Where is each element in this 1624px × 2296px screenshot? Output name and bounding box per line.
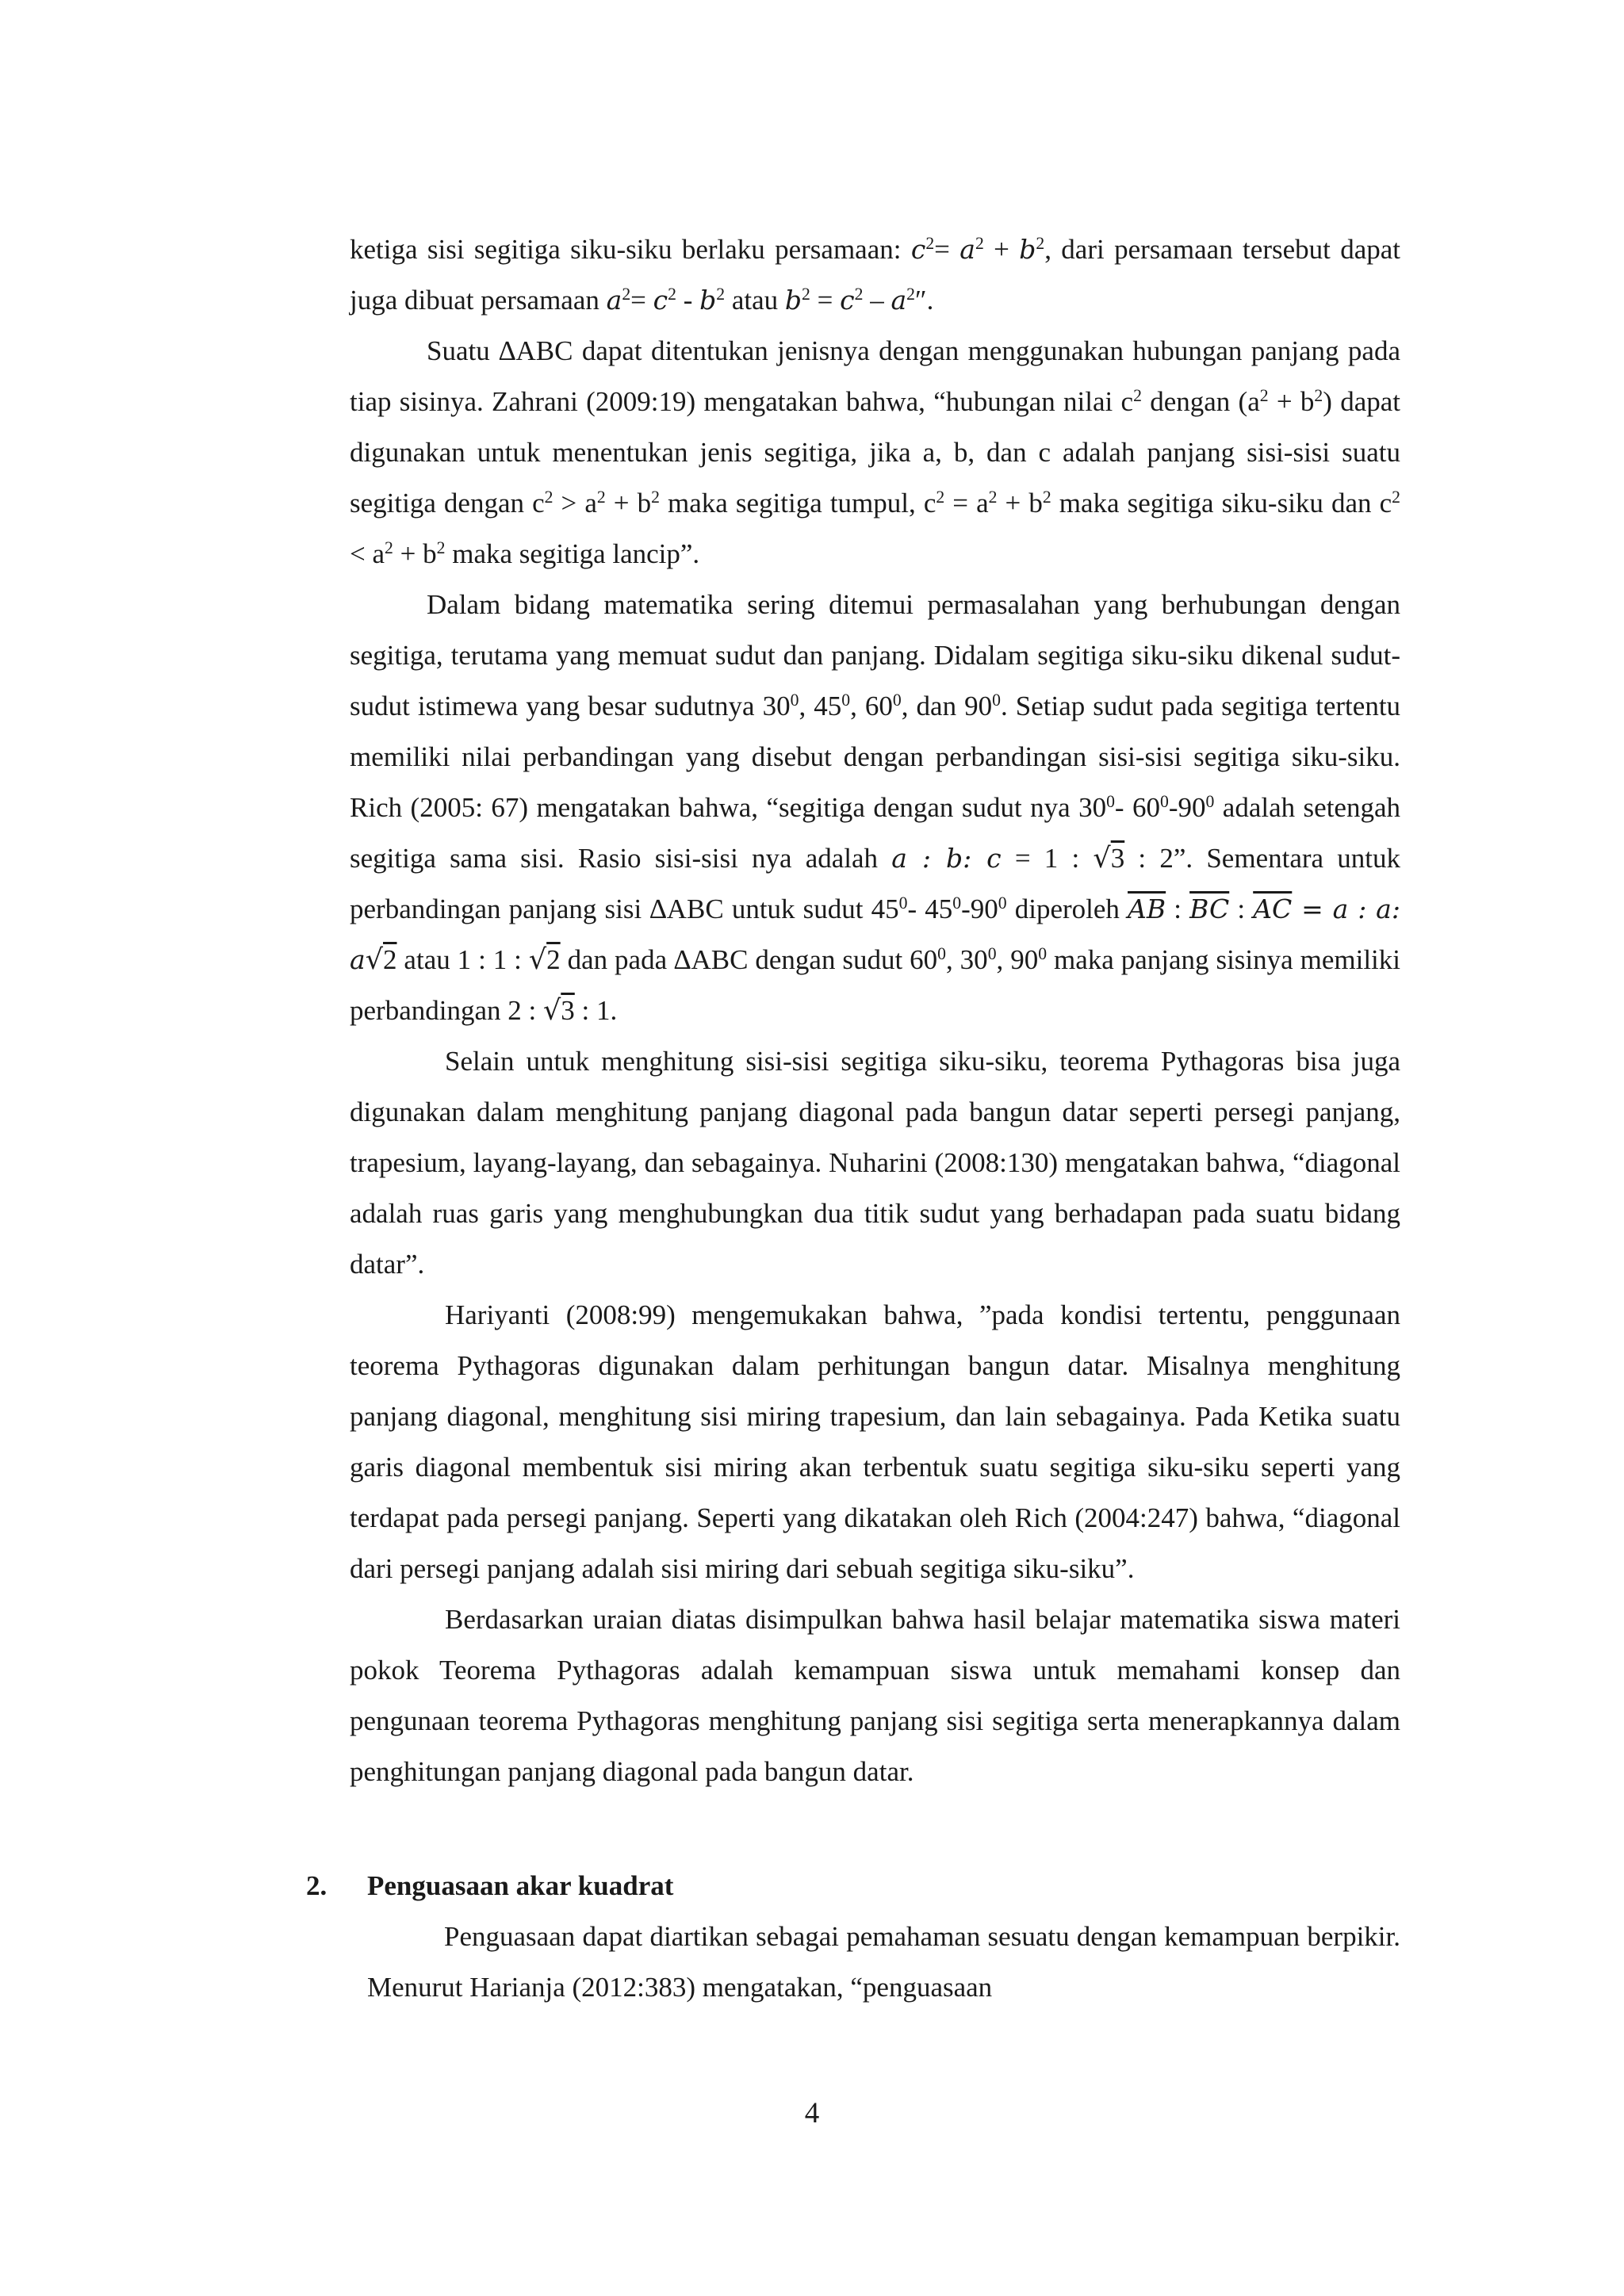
sqrt-argument: 3 xyxy=(1110,843,1125,874)
text-run: + b xyxy=(393,538,437,569)
superscript: 2 xyxy=(975,234,984,254)
text-run: dan pada ∆ABC dengan sudut 60 xyxy=(560,944,938,975)
superscript: 2 xyxy=(596,488,606,507)
superscript: 0 xyxy=(992,691,1001,710)
text-run: ) dapat digunakan untuk menentukan jenis segitiga, jika a, b, dan c adalah panjang sisi-sisi suatu segitiga dengan c xyxy=(350,386,1400,519)
section-2 xyxy=(306,1861,1400,2013)
text-run: Dalam bidang matematika sering ditemui permasalahan yang berhubungan dengan segitiga, terutama yang memuat sudut dan panjang. Didalam segitiga siku-siku dikenal sudut-sudut istimewa yang besar sudutnya 30 xyxy=(350,589,1400,721)
text-run: ″. xyxy=(915,285,934,316)
sqrt-symbol: √ xyxy=(542,995,561,1027)
section-number: 2. xyxy=(306,1870,327,1901)
segment-bc: $\overline{BC}$ xyxy=(1189,894,1230,924)
superscript: 2 xyxy=(1036,234,1045,254)
sqrt-argument: 3 xyxy=(561,995,575,1026)
superscript: 2 xyxy=(544,488,553,507)
text-run: < a xyxy=(350,538,385,569)
superscript: 0 xyxy=(1160,792,1169,812)
text-run: + b xyxy=(997,488,1043,519)
section-title: Penguasaan akar kuadrat xyxy=(367,1870,674,1901)
paragraph-pythagoras-equation xyxy=(350,224,1400,326)
superscript: 0 xyxy=(790,691,799,710)
text-run: . Setiap sudut pada segitiga tertentu memiliki nilai perbandingan yang disebut dengan perbandingan sisi-sisi segitiga siku-siku. Rich (2005: 67) mengatakan bahwa, “segitiga dengan sudut nya 30 xyxy=(350,691,1401,823)
text-run: maka segitiga tumpul, c xyxy=(659,488,936,519)
text-run: adalah setengah segitiga sama sisi. Rasio sisi-sisi nya adalah xyxy=(350,792,1401,874)
sqrt-argument: 2 xyxy=(546,944,561,975)
sqrt-symbol: √ xyxy=(528,944,547,976)
math-var: a xyxy=(891,285,907,316)
math-var: c xyxy=(840,285,855,316)
superscript: 0 xyxy=(987,944,997,964)
superscript: 0 xyxy=(841,691,851,710)
superscript: 2 xyxy=(936,488,945,507)
text-run: maka segitiga lancip”. xyxy=(445,538,700,569)
text-run: maka segitiga siku-siku dan c xyxy=(1051,488,1392,519)
text-run: - 60 xyxy=(1114,792,1161,823)
superscript: 0 xyxy=(998,894,1007,913)
text-run: , dan 90 xyxy=(901,691,993,721)
text-run: + b xyxy=(1268,386,1315,417)
math-var: a xyxy=(606,285,622,316)
superscript: 2 xyxy=(385,538,393,558)
math-var: b xyxy=(784,285,802,316)
text-run: + xyxy=(983,234,1020,265)
text-run: , 90 xyxy=(996,944,1039,975)
text-run: : 1. xyxy=(574,995,618,1026)
text-run: – xyxy=(863,285,891,316)
text-run: : xyxy=(1229,894,1254,924)
math-var: c xyxy=(910,234,926,265)
superscript: 2 xyxy=(854,285,864,304)
superscript: 2 xyxy=(716,285,726,304)
text-run: = 1 : xyxy=(1001,843,1094,874)
paragraph-penguasaan: Penguasaan dapat diartikan sebagai pemahaman sesuatu dengan kemampuan berpikir. Menurut Harianja (2012:383) mengatakan, “penguasaan xyxy=(367,1921,1400,2003)
text-run: Suatu ∆ABC dapat ditentukan jenisnya dengan menggunakan hubungan panjang pada tiap sisinya. Zahrani (2009:19) mengatakan bahwa, “hubungan nilai c xyxy=(350,335,1400,417)
superscript: 0 xyxy=(1038,944,1048,964)
text-run: = a xyxy=(944,488,989,519)
section-spacer xyxy=(350,1797,1400,1861)
superscript: 0 xyxy=(937,944,946,964)
text-run: = xyxy=(810,285,841,316)
text-run: -90 xyxy=(961,894,998,924)
segment-ab: $\overline{AB}$ xyxy=(1128,894,1166,924)
text-run: : 2”. Sementara untuk perbandingan panjang sisi ∆ABC untuk sudut 45 xyxy=(350,843,1400,924)
text-run: , 45 xyxy=(799,691,842,721)
text-run: diperoleh xyxy=(1006,894,1128,924)
superscript: 2 xyxy=(436,538,446,558)
paragraph-diagonal: Selain untuk menghitung sisi-sisi segitiga siku-siku, teorema Pythagoras bisa juga digunakan dalam menghitung panjang diagonal pada bangun datar seperti persegi panjang, trapesium, layang-layang, dan sebagainya. Nuharini (2008:130) mengatakan bahwa, “diagonal adalah ruas garis yang menghubungkan dua titik sudut yang berhadapan pada suatu bidang datar”. xyxy=(350,1046,1400,1280)
text-run: atau 1 : 1 : xyxy=(396,944,529,975)
superscript: 2 xyxy=(1392,488,1400,507)
superscript: 0 xyxy=(952,894,962,913)
superscript: 0 xyxy=(892,691,902,710)
math-var: a xyxy=(959,234,975,265)
text-run: = xyxy=(934,234,960,265)
superscript: 0 xyxy=(1106,792,1115,812)
math-var: c xyxy=(653,285,668,316)
text-run: dengan (a xyxy=(1141,386,1260,417)
sqrt-symbol: √ xyxy=(1093,843,1111,874)
paragraph-triangle-types xyxy=(350,326,1400,580)
superscript: 2 xyxy=(651,488,660,507)
math-var: b xyxy=(1019,234,1036,265)
superscript: 0 xyxy=(1205,792,1215,812)
superscript: 2 xyxy=(1042,488,1051,507)
superscript: 2 xyxy=(925,234,935,254)
superscript: 2 xyxy=(802,285,810,304)
superscript: 2 xyxy=(988,488,998,507)
superscript: 2 xyxy=(668,285,676,304)
text-run: , 30 xyxy=(946,944,988,975)
segment-ac: $\overline{AC}$ xyxy=(1253,894,1293,924)
text-run: ketiga sisi segitiga siku-siku berlaku persamaan: xyxy=(350,234,911,265)
text-run: > a xyxy=(553,488,597,519)
sqrt-argument: 2 xyxy=(383,944,397,975)
math-var: b xyxy=(699,285,717,316)
paragraph-conclusion: Berdasarkan uraian diatas disimpulkan bahwa hasil belajar matematika siswa materi pokok Teorema Pythagoras adalah kemampuan siswa untuk memahami konsep dan pengunaan teorema Pythagoras menghitung panjang sisi segitiga serta menerapkannya dalam penghitungan panjang diagonal pada bangun datar. xyxy=(350,1604,1400,1787)
text-run: , 60 xyxy=(850,691,893,721)
superscript: 0 xyxy=(898,894,908,913)
superscript: 2 xyxy=(1314,386,1323,406)
superscript: 2 xyxy=(1133,386,1142,406)
superscript: 2 xyxy=(906,285,915,304)
text-run: + b xyxy=(605,488,652,519)
text-run: - 45 xyxy=(907,894,953,924)
section-body xyxy=(367,1911,1400,2013)
math-ratio: a : b: c xyxy=(891,843,1002,874)
paragraph-special-angles xyxy=(350,580,1400,1036)
text-run: - xyxy=(676,285,700,316)
sqrt-symbol: √ xyxy=(365,944,383,976)
text-run: maka panjang sisinya memiliki perbandingan 2 : xyxy=(350,944,1400,1026)
text-run: atau xyxy=(725,285,785,316)
text-run: : xyxy=(1166,894,1190,924)
text-run: = xyxy=(630,285,653,316)
text-run: , dari persamaan tersebut dapat juga dibuat persamaan xyxy=(350,234,1400,316)
superscript: 2 xyxy=(622,285,631,304)
paragraph-hariyanti: Hariyanti (2008:99) mengemukakan bahwa, ”pada kondisi tertentu, penggunaan teorema Pythagoras digunakan dalam perhitungan bangun datar. Misalnya menghitung panjang diagonal, menghitung sisi miring trapesium, dan lain sebagainya. Pada Ketika suatu garis diagonal membentuk sisi miring akan terbentuk suatu segitiga siku-siku seperti yang terdapat pada persegi panjang. Seperti yang dikatakan oleh Rich (2004:247) bahwa, “diagonal dari persegi panjang adalah sisi miring dari sebuah segitiga siku-siku”. xyxy=(350,1299,1400,1584)
page-number: 4 xyxy=(804,2097,820,2130)
body-text xyxy=(306,224,1401,2013)
math-ratio: = a : a: a xyxy=(350,894,1400,975)
superscript: 2 xyxy=(1259,386,1269,406)
text-run: -90 xyxy=(1168,792,1206,823)
